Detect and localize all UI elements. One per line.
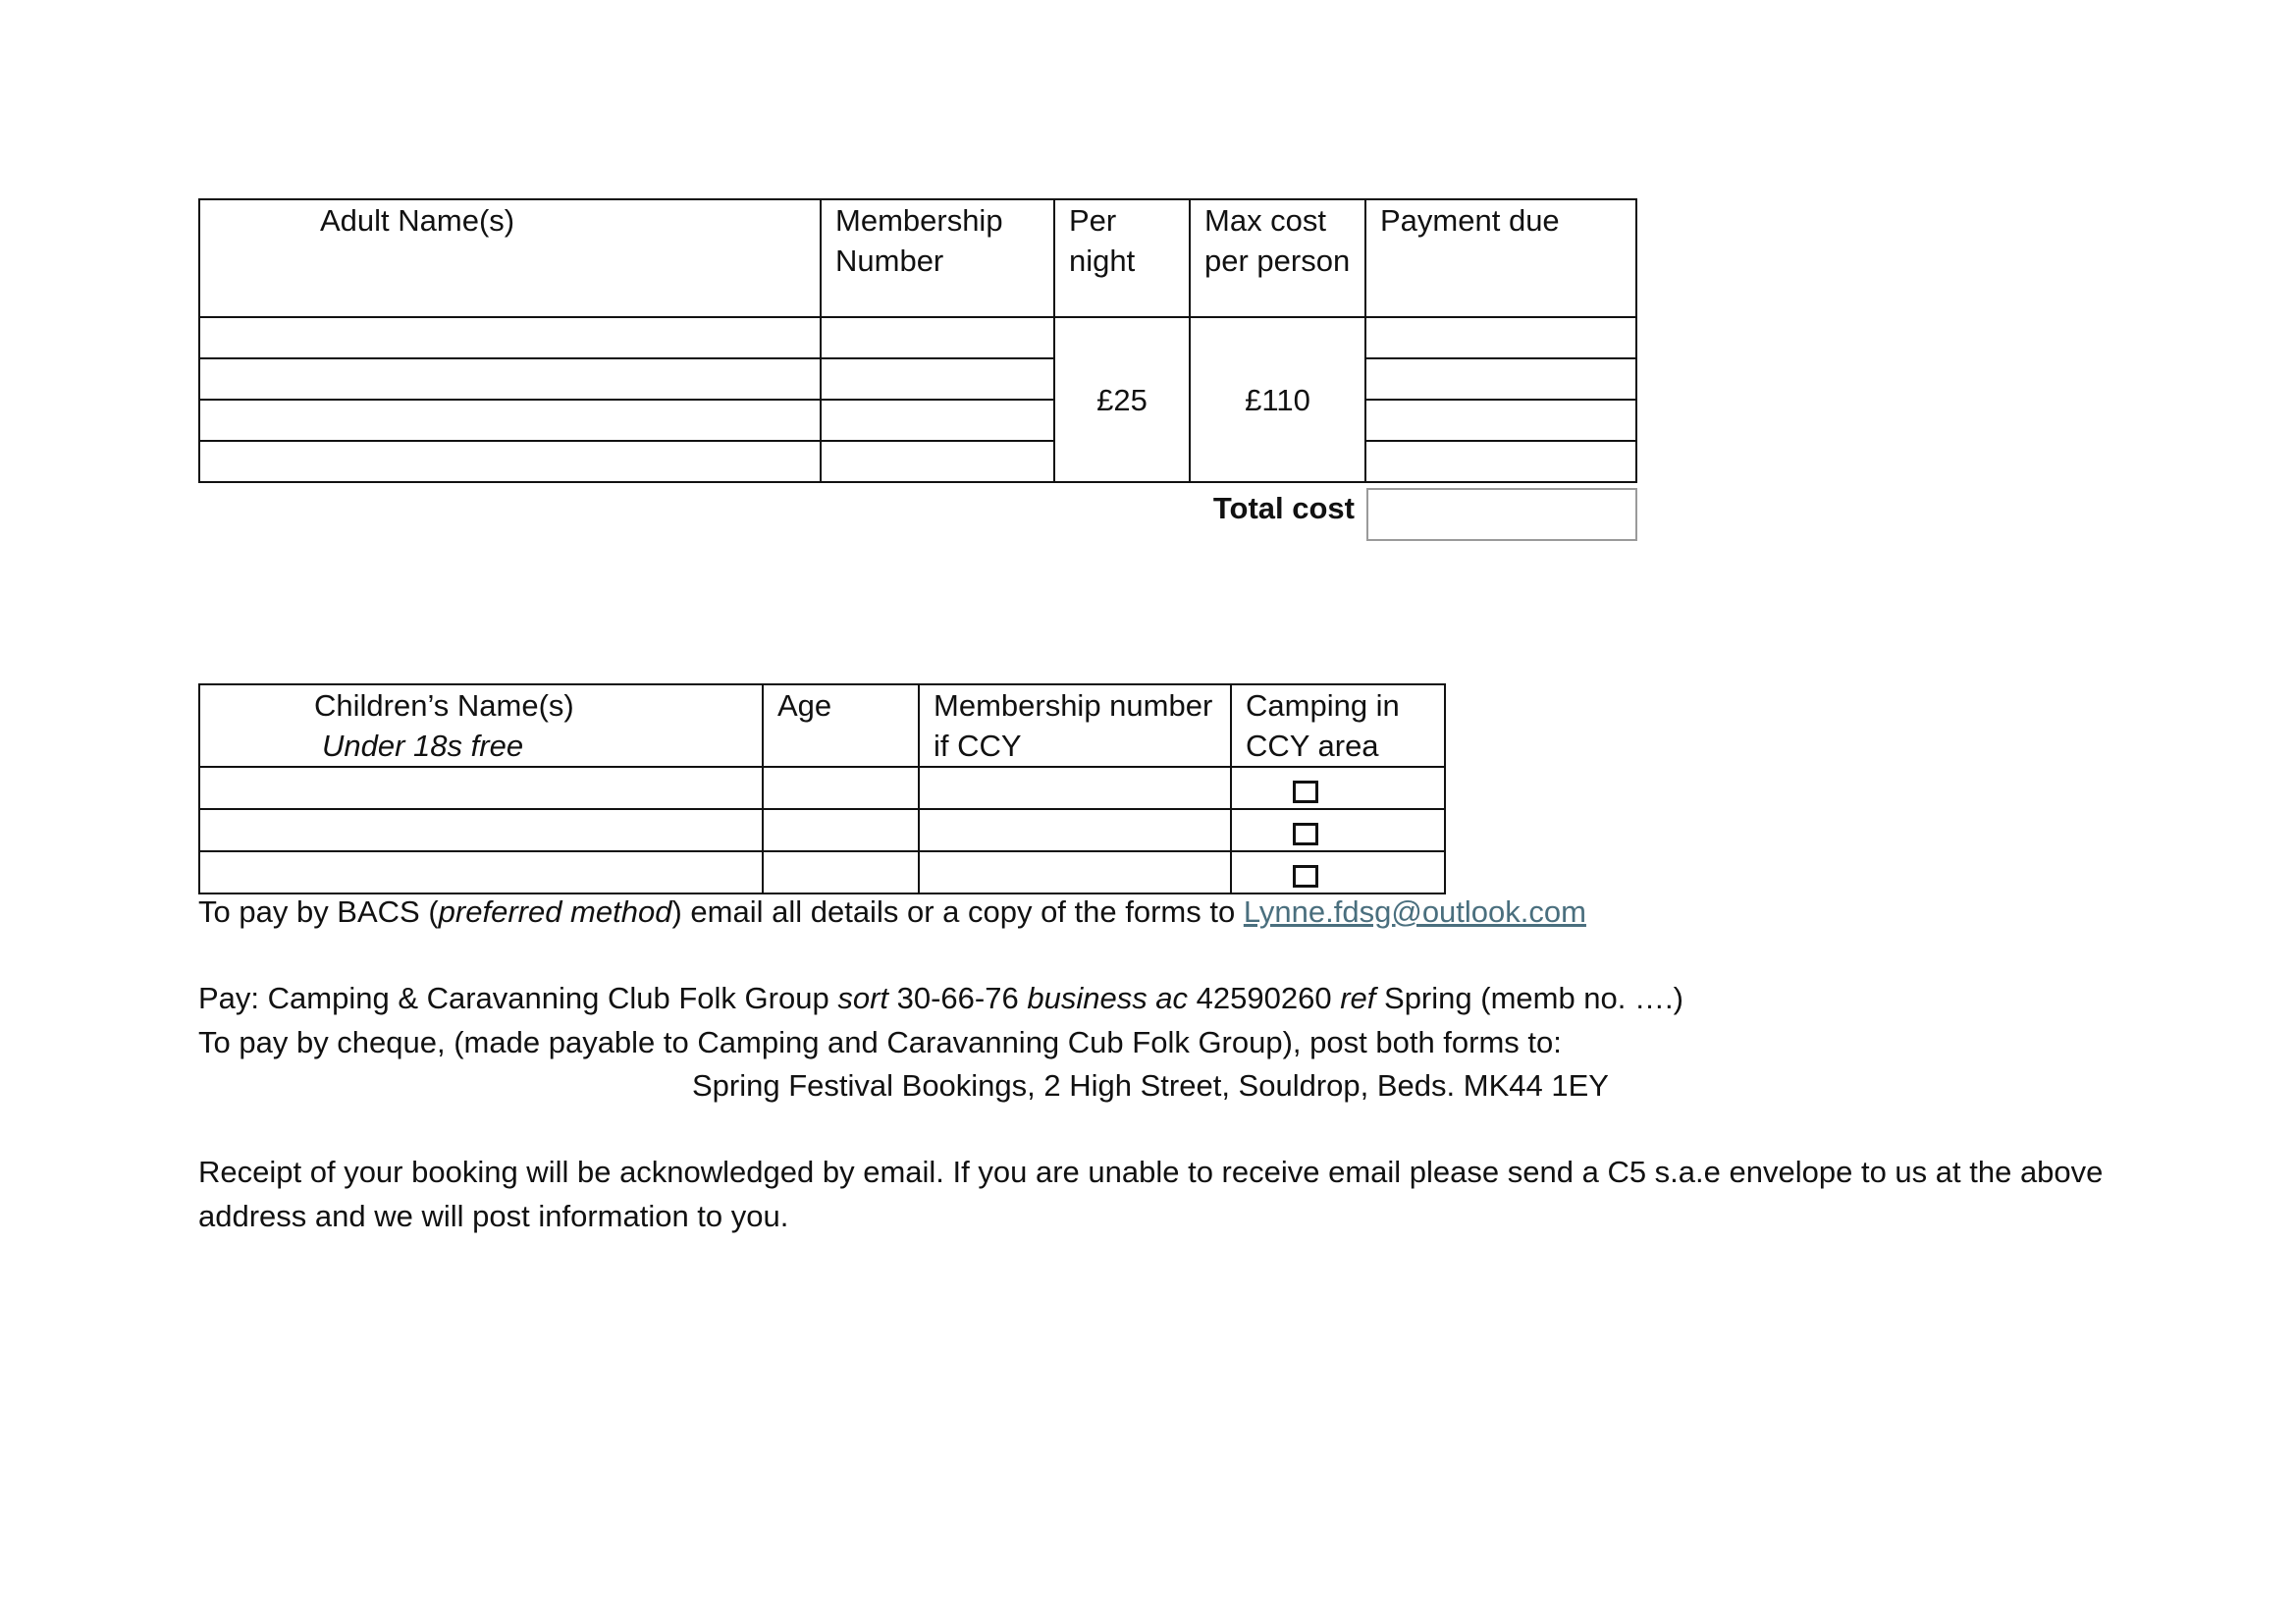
children-membership-header: Membership number if CCY — [919, 684, 1231, 767]
adult-name-cell[interactable] — [199, 400, 821, 441]
camping-check-cell — [1231, 851, 1445, 893]
cheque-instructions: To pay by cheque, (made payable to Camping and Caravanning Cub Folk Group), post both forms to: — [198, 1025, 1562, 1059]
max-cost-header: Max cost per person — [1190, 199, 1365, 317]
camping-check-cell — [1231, 767, 1445, 809]
age-header: Age — [763, 684, 919, 767]
children-booking-table — [198, 683, 1446, 894]
bacs-instructions — [198, 890, 2142, 934]
adult-table-row — [199, 400, 1636, 441]
receipt-note: Receipt of your booking will be acknowledged by email. If you are unable to receive email please send a C5 s.a.e envelope to us at the above address and we will post information to you. — [198, 1155, 2104, 1233]
under-18s-note: Under 18s free — [322, 729, 524, 763]
adult-membership-header: Membership Number — [821, 199, 1054, 317]
child-age-cell[interactable] — [763, 851, 919, 893]
camping-ccy-header: Camping in CCY area — [1231, 684, 1445, 767]
pay-prefix-text: Pay: Camping & Caravanning Club Folk Group — [198, 981, 838, 1015]
bacs-rest-text: ) email all details or a copy of the forms to — [671, 894, 1244, 929]
adult-name-cell[interactable] — [199, 317, 821, 358]
child-name-cell[interactable] — [199, 851, 763, 893]
child-membership-cell[interactable] — [919, 851, 1231, 893]
payment-due-cell[interactable] — [1365, 358, 1636, 400]
sort-label: sort — [837, 981, 889, 1015]
adult-membership-cell[interactable] — [821, 400, 1054, 441]
camping-checkbox[interactable] — [1293, 781, 1318, 803]
bank-details — [198, 976, 2142, 1020]
children-table-row — [199, 767, 1445, 809]
sort-code: 30-66-76 — [888, 981, 1028, 1015]
total-cost-row — [1080, 488, 1637, 543]
children-table-header-row — [199, 684, 1445, 767]
child-name-cell[interactable] — [199, 809, 763, 851]
children-table-row — [199, 809, 1445, 851]
total-cost-field[interactable] — [1366, 488, 1637, 541]
per-night-header: Per night — [1054, 199, 1190, 317]
child-membership-cell[interactable] — [919, 767, 1231, 809]
payment-due-header: Payment due — [1365, 199, 1636, 317]
account-label: business ac — [1027, 981, 1189, 1015]
child-membership-cell[interactable] — [919, 809, 1231, 851]
children-name-label: Children’s Name(s) — [314, 688, 574, 723]
camping-check-cell — [1231, 809, 1445, 851]
payment-due-cell[interactable] — [1365, 441, 1636, 482]
child-age-cell[interactable] — [763, 767, 919, 809]
adult-booking-table — [198, 198, 1637, 483]
ref-value: Spring (memb no. ….) — [1375, 981, 1683, 1015]
adult-name-cell[interactable] — [199, 441, 821, 482]
ref-label: ref — [1340, 981, 1376, 1015]
children-table-row — [199, 851, 1445, 893]
child-name-cell[interactable] — [199, 767, 763, 809]
adult-table-row — [199, 317, 1636, 358]
camping-checkbox[interactable] — [1293, 823, 1318, 845]
max-cost-value: £110 — [1190, 317, 1365, 482]
adult-membership-cell[interactable] — [821, 441, 1054, 482]
email-link[interactable]: Lynne.fdsg@outlook.com — [1243, 894, 1586, 929]
bacs-intro-text: To pay by BACS ( — [198, 894, 439, 929]
postal-address: Spring Festival Bookings, 2 High Street, Souldrop, Beds. MK44 1EY — [692, 1068, 1609, 1103]
adult-table-row — [199, 358, 1636, 400]
adult-table-row — [199, 441, 1636, 482]
adult-name-cell[interactable] — [199, 358, 821, 400]
per-night-value: £25 — [1054, 317, 1190, 482]
payment-due-cell[interactable] — [1365, 400, 1636, 441]
children-name-header — [199, 684, 763, 767]
bacs-preferred-text: preferred method — [438, 894, 672, 929]
account-number: 42590260 — [1188, 981, 1341, 1015]
adult-membership-cell[interactable] — [821, 317, 1054, 358]
child-age-cell[interactable] — [763, 809, 919, 851]
payment-due-cell[interactable] — [1365, 317, 1636, 358]
adult-name-header: Adult Name(s) — [199, 199, 821, 317]
adult-table-header-row — [199, 199, 1636, 317]
adult-membership-cell[interactable] — [821, 358, 1054, 400]
total-cost-label: Total cost — [1212, 491, 1355, 525]
camping-checkbox[interactable] — [1293, 865, 1318, 888]
